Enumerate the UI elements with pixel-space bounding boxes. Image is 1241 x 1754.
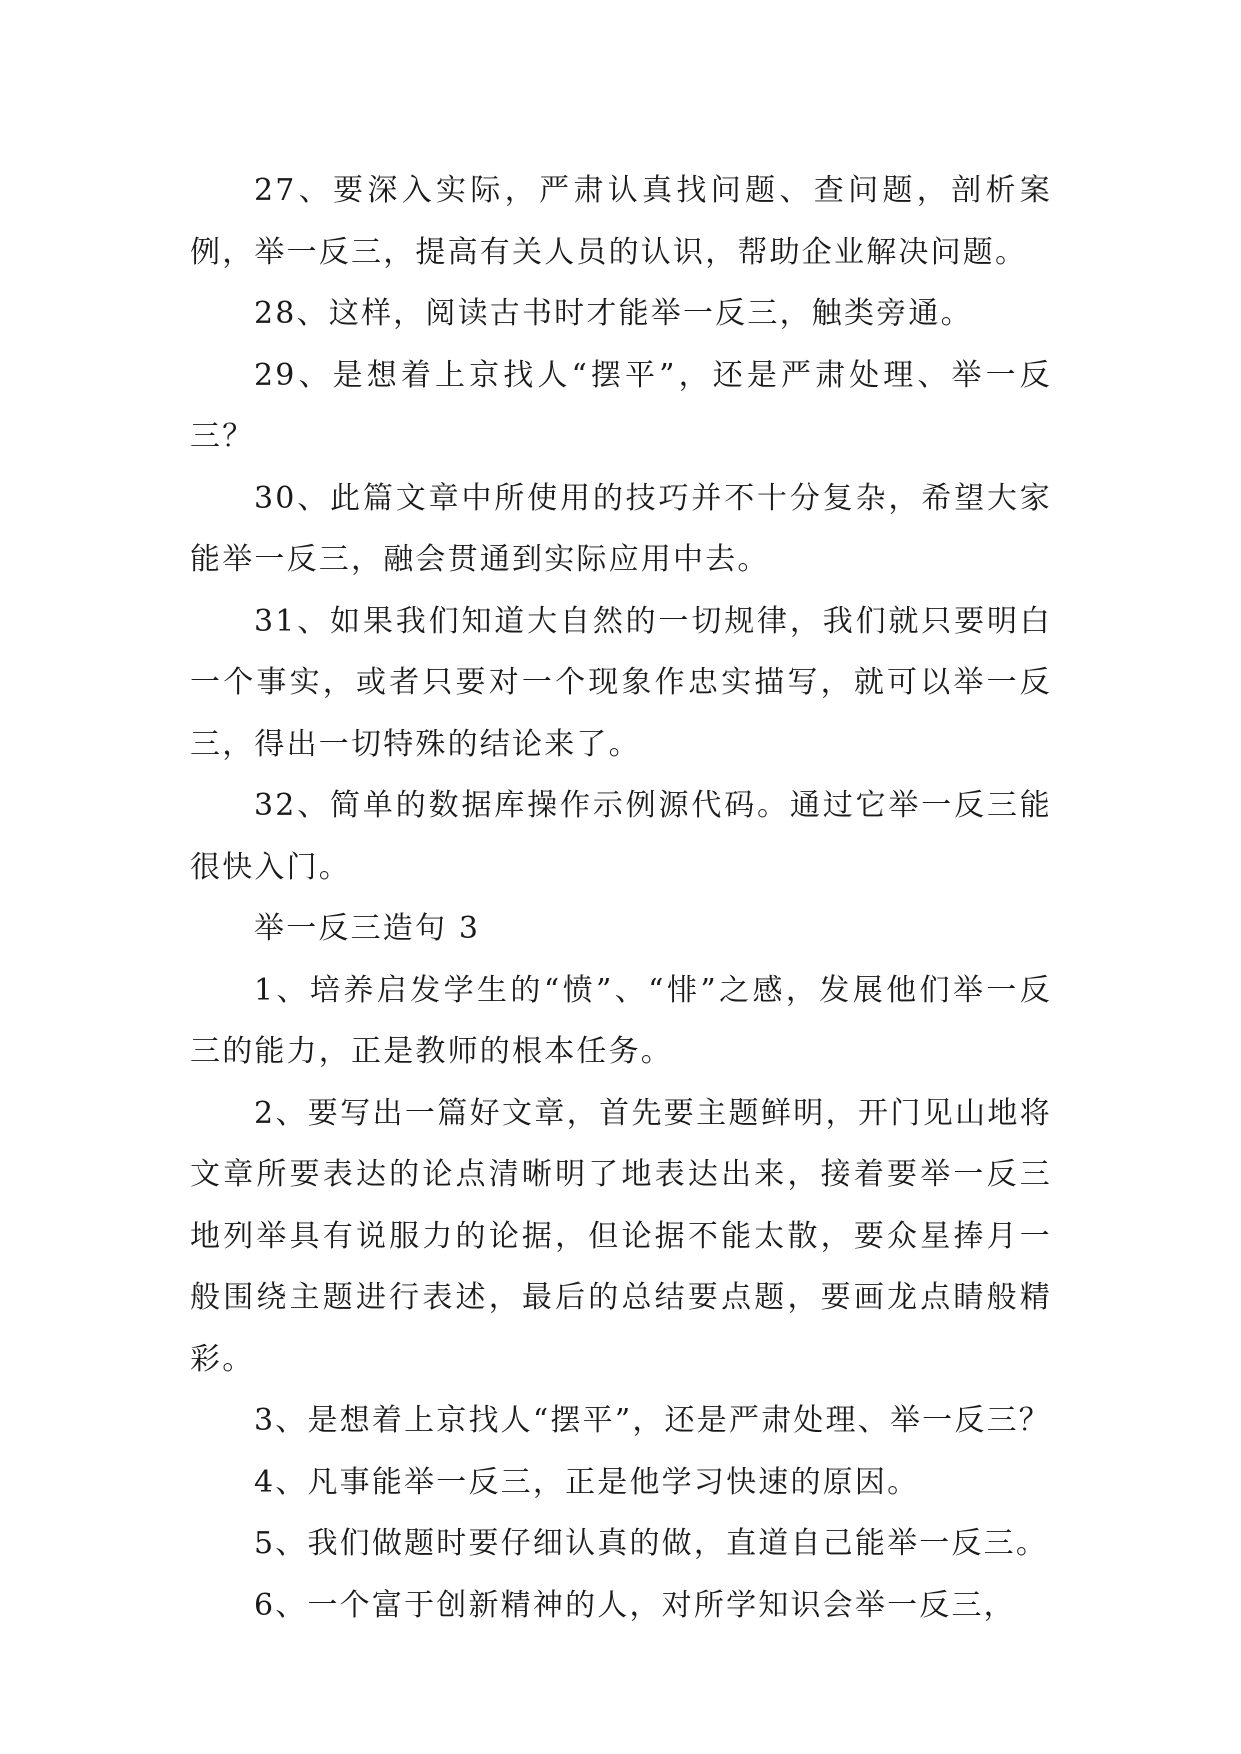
- sentence-paragraph-1: 1、培养启发学生的“愤”、“悱”之感，发展他们举一反三的能力，正是教师的根本任务。: [190, 972, 1052, 1069]
- sentence-paragraph-31: 31、如果我们知道大自然的一切规律，我们就只要明白一个事实，或者只要对一个现象作忠实描写，就可以举一反三，得出一切特殊的结论来了。: [190, 603, 1052, 762]
- sentence-paragraph-2: 2、要写出一篇好文章，首先要主题鲜明，开门见山地将文章所要表达的论点清晰明了地表达出来，接着要举一反三地列举具有说服力的论据，但论据不能太散，要众星捧月一般围绕主题进行表述，最后的总结要点题，要画龙点睛般精彩。: [190, 1095, 1052, 1377]
- sentence-paragraph-27: 27、要深入实际，严肃认真找问题、查问题，剖析案例，举一反三，提高有关人员的认识，帮助企业解决问题。: [190, 173, 1052, 270]
- sentence-paragraph-29: 29、是想着上京找人“摆平”，还是严肃处理、举一反三？: [190, 357, 1052, 454]
- sentence-paragraph-5: 5、我们做题时要仔细认真的做，直道自己能举一反三。: [254, 1526, 1049, 1561]
- sentence-paragraph-28: 28、这样，阅读古书时才能举一反三，触类旁通。: [254, 296, 973, 331]
- sentence-paragraph-30: 30、此篇文章中所使用的技巧并不十分复杂，希望大家能举一反三，融会贯通到实际应用中去。: [190, 480, 1052, 577]
- sentence-paragraph-4: 4、凡事能举一反三，正是他学习快速的原因。: [254, 1464, 920, 1500]
- sentence-paragraph-32: 32、简单的数据库操作示例源代码。通过它举一反三能很快入门。: [190, 788, 1052, 885]
- sentence-paragraph-6: 6、一个富于创新精神的人，对所学知识会举一反三，: [254, 1587, 1016, 1623]
- section-heading: 举一反三造句 3: [254, 911, 481, 946]
- sentence-paragraph-3: 3、是想着上京找人“摆平”，还是严肃处理、举一反三？: [254, 1403, 1051, 1438]
- document-body: [190, 160, 1052, 1636]
